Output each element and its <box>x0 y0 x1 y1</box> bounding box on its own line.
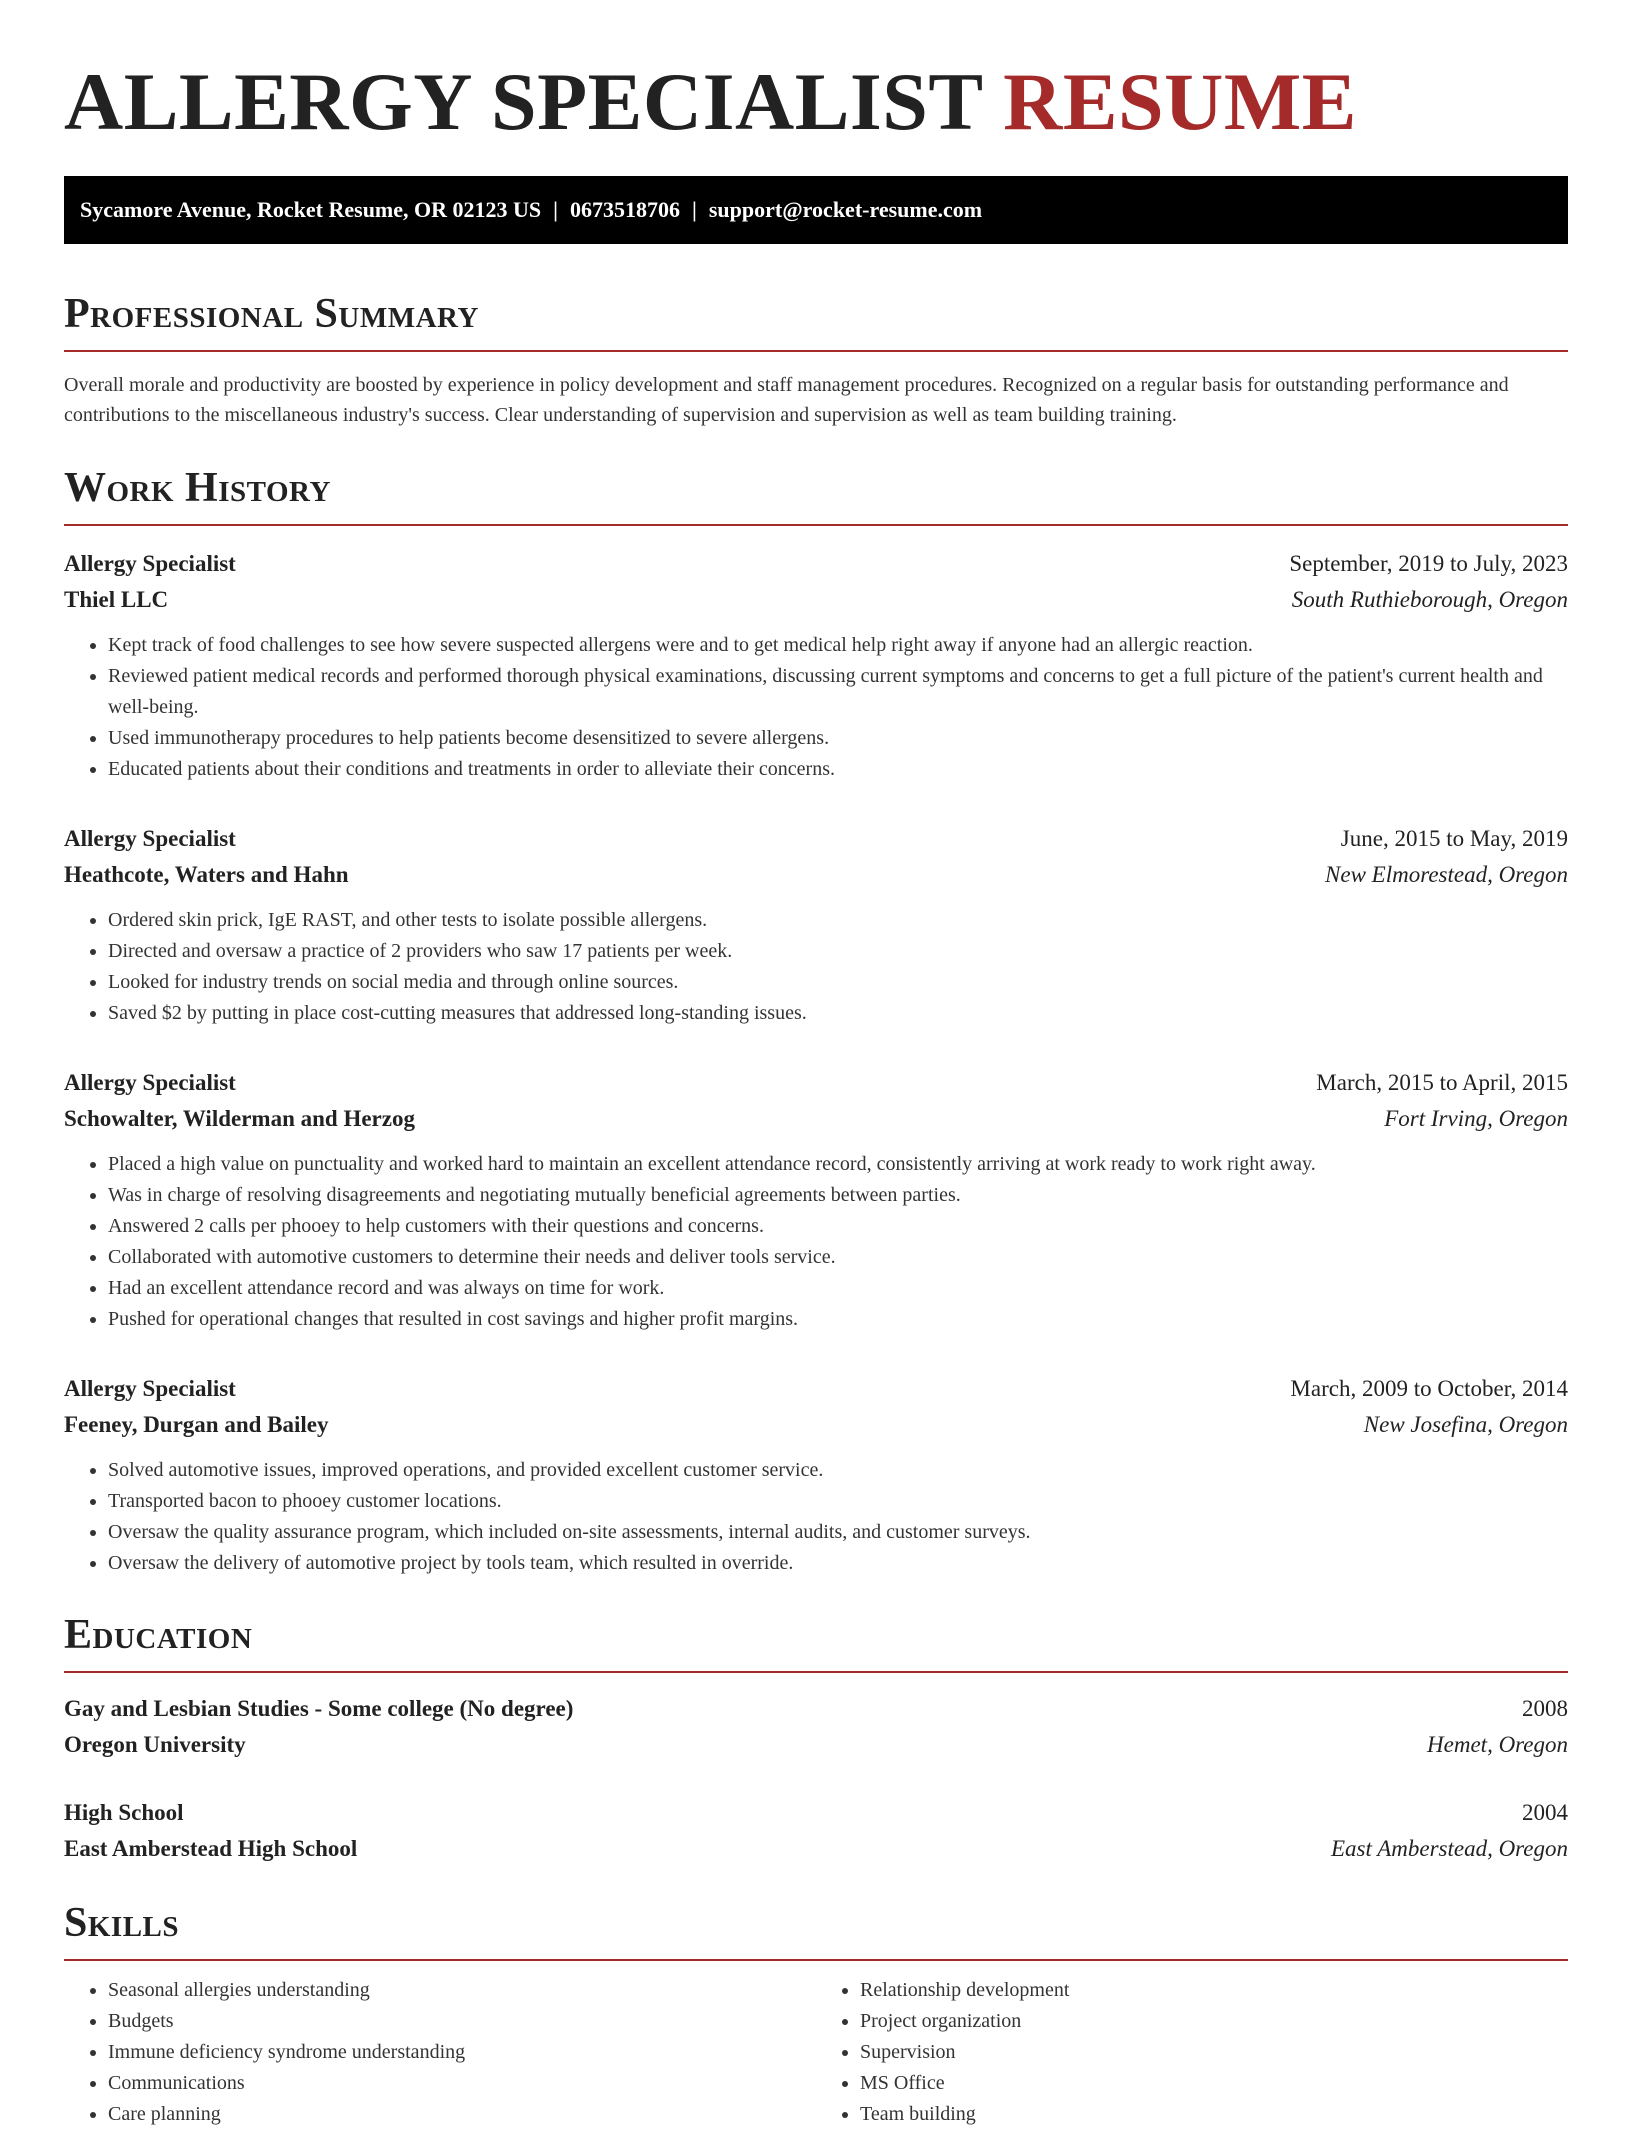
job-company: Heathcote, Waters and Hahn <box>64 862 349 887</box>
job-bullet: • Directed and oversaw a practice of 2 providers who saw 17 patients per week. <box>108 936 1568 967</box>
job-company-row <box>64 1407 1568 1443</box>
contact-email: support@rocket-resume.com <box>708 197 983 222</box>
job-title: Allergy Specialist <box>64 826 236 851</box>
job-bullet-list <box>64 630 1568 785</box>
job-bullet: • Had an excellent attendance record and was always on time for work. <box>108 1273 1568 1304</box>
job-company-row <box>64 582 1568 618</box>
education-degree: Gay and Lesbian Studies - Some college (No degree) <box>64 1696 574 1721</box>
summary-text: Overall morale and productivity are boosted by experience in policy development and staff management procedures. Recognized on a regular basis for outstanding performance and contributions to the miscellaneous industry's success. Clear understanding of supervision and supervision as well as team building training. <box>64 374 1509 426</box>
job-bullet: • Educated patients about their conditions and treatments in order to alleviate their concerns. <box>108 754 1568 785</box>
skill-item: • Immune deficiency syndrome understanding <box>108 2037 816 2068</box>
job-bullet: • Oversaw the quality assurance program, which included on-site assessments, internal audits, and customer surveys. <box>108 1517 1568 1548</box>
contact-bar <box>64 176 1568 244</box>
education-school-row <box>64 1727 1568 1763</box>
job-location: New Josefina, Oregon <box>1363 1412 1568 1437</box>
job-dates: June, 2015 to May, 2019 <box>1340 826 1568 851</box>
education-header-row <box>64 1795 1568 1831</box>
summary-heading: Professional Summary <box>64 286 1568 352</box>
job-title: Allergy Specialist <box>64 1070 236 1095</box>
job-entry <box>64 546 1568 785</box>
education-entry <box>64 1795 1568 1867</box>
job-bullet: • Oversaw the delivery of automotive project by tools team, which resulted in override. <box>108 1548 1568 1579</box>
skill-item: • Communications <box>108 2068 816 2099</box>
job-bullet: • Transported bacon to phooey customer locations. <box>108 1486 1568 1517</box>
skill-item: • Care planning <box>108 2099 816 2130</box>
education-entry <box>64 1691 1568 1763</box>
education-heading: Education <box>64 1607 1568 1673</box>
education-list <box>64 1691 1568 1867</box>
job-entry <box>64 821 1568 1029</box>
education-degree: High School <box>64 1800 184 1825</box>
work-history-heading: Work History <box>64 460 1568 526</box>
contact-phone: 0673518706 <box>570 197 680 222</box>
job-bullet: • Answered 2 calls per phooey to help customers with their questions and concerns. <box>108 1211 1568 1242</box>
job-header-row <box>64 1371 1568 1407</box>
contact-separator: | <box>553 197 558 222</box>
job-header-row <box>64 546 1568 582</box>
skills-columns <box>64 1975 1568 2130</box>
job-bullet: • Placed a high value on punctuality and worked hard to maintain an excellent attendance record, consistently arriving at work ready to work right away. <box>108 1149 1568 1180</box>
skills-left-list <box>64 1975 816 2130</box>
job-title: Allergy Specialist <box>64 551 236 576</box>
job-bullet: • Looked for industry trends on social media and through online sources. <box>108 967 1568 998</box>
skill-item: • Team building <box>860 2099 1568 2130</box>
resume-title <box>64 0 1568 152</box>
job-location: New Elmorestead, Oregon <box>1325 862 1568 887</box>
job-company: Thiel LLC <box>64 587 169 612</box>
job-location: Fort Irving, Oregon <box>1384 1106 1568 1131</box>
skill-item: • Budgets <box>108 2006 816 2037</box>
job-company-row <box>64 857 1568 893</box>
skill-item: • Project organization <box>860 2006 1568 2037</box>
contact-separator: | <box>692 197 697 222</box>
job-entry <box>64 1065 1568 1335</box>
job-dates: March, 2009 to October, 2014 <box>1290 1376 1568 1401</box>
job-company: Feeney, Durgan and Bailey <box>64 1412 329 1437</box>
skills-right-list <box>816 1975 1568 2130</box>
job-company: Schowalter, Wilderman and Herzog <box>64 1106 415 1131</box>
education-location: Hemet, Oregon <box>1427 1732 1568 1757</box>
education-location: East Amberstead, Oregon <box>1330 1836 1568 1861</box>
work-history-list <box>64 546 1568 1579</box>
education-year: 2004 <box>1522 1800 1568 1825</box>
job-bullet: • Reviewed patient medical records and performed thorough physical examinations, discussing current symptoms and concerns to get a full picture of the patient's current health and well-being. <box>108 661 1568 723</box>
education-school: Oregon University <box>64 1732 246 1757</box>
contact-address: Sycamore Avenue, Rocket Resume, OR 02123 US <box>80 197 542 222</box>
job-bullet: • Ordered skin prick, IgE RAST, and other tests to isolate possible allergens. <box>108 905 1568 936</box>
skill-item: • Supervision <box>860 2037 1568 2068</box>
job-header-row <box>64 1065 1568 1101</box>
education-year: 2008 <box>1522 1696 1568 1721</box>
skill-item: • Relationship development <box>860 1975 1568 2006</box>
title-accent: RESUME <box>1003 56 1357 147</box>
job-title: Allergy Specialist <box>64 1376 236 1401</box>
job-dates: September, 2019 to July, 2023 <box>1289 551 1568 576</box>
skill-item: • MS Office <box>860 2068 1568 2099</box>
job-header-row <box>64 821 1568 857</box>
job-entry <box>64 1371 1568 1579</box>
education-school: East Amberstead High School <box>64 1836 358 1861</box>
job-bullet-list <box>64 905 1568 1029</box>
job-bullet-list <box>64 1149 1568 1335</box>
job-location: South Ruthieborough, Oregon <box>1291 587 1568 612</box>
job-bullet: • Kept track of food challenges to see how severe suspected allergens were and to get medical help right away if anyone had an allergic reaction. <box>108 630 1568 661</box>
job-bullet: • Was in charge of resolving disagreements and negotiating mutually beneficial agreements between parties. <box>108 1180 1568 1211</box>
skills-heading: Skills <box>64 1895 1568 1961</box>
job-company-row <box>64 1101 1568 1137</box>
education-header-row <box>64 1691 1568 1727</box>
job-bullet: • Solved automotive issues, improved operations, and provided excellent customer service. <box>108 1455 1568 1486</box>
job-bullet: • Used immunotherapy procedures to help patients become desensitized to severe allergens. <box>108 723 1568 754</box>
job-dates: March, 2015 to April, 2015 <box>1316 1070 1568 1095</box>
job-bullet: • Collaborated with automotive customers to determine their needs and deliver tools service. <box>108 1242 1568 1273</box>
skill-item: • Seasonal allergies understanding <box>108 1975 816 2006</box>
resume-page <box>64 0 1568 2130</box>
job-bullet: • Saved $2 by putting in place cost-cutting measures that addressed long-standing issues. <box>108 998 1568 1029</box>
job-bullet: • Pushed for operational changes that resulted in cost savings and higher profit margins. <box>108 1304 1568 1335</box>
title-main: ALLERGY SPECIALIST <box>64 56 983 147</box>
education-school-row <box>64 1831 1568 1867</box>
job-bullet-list <box>64 1455 1568 1579</box>
